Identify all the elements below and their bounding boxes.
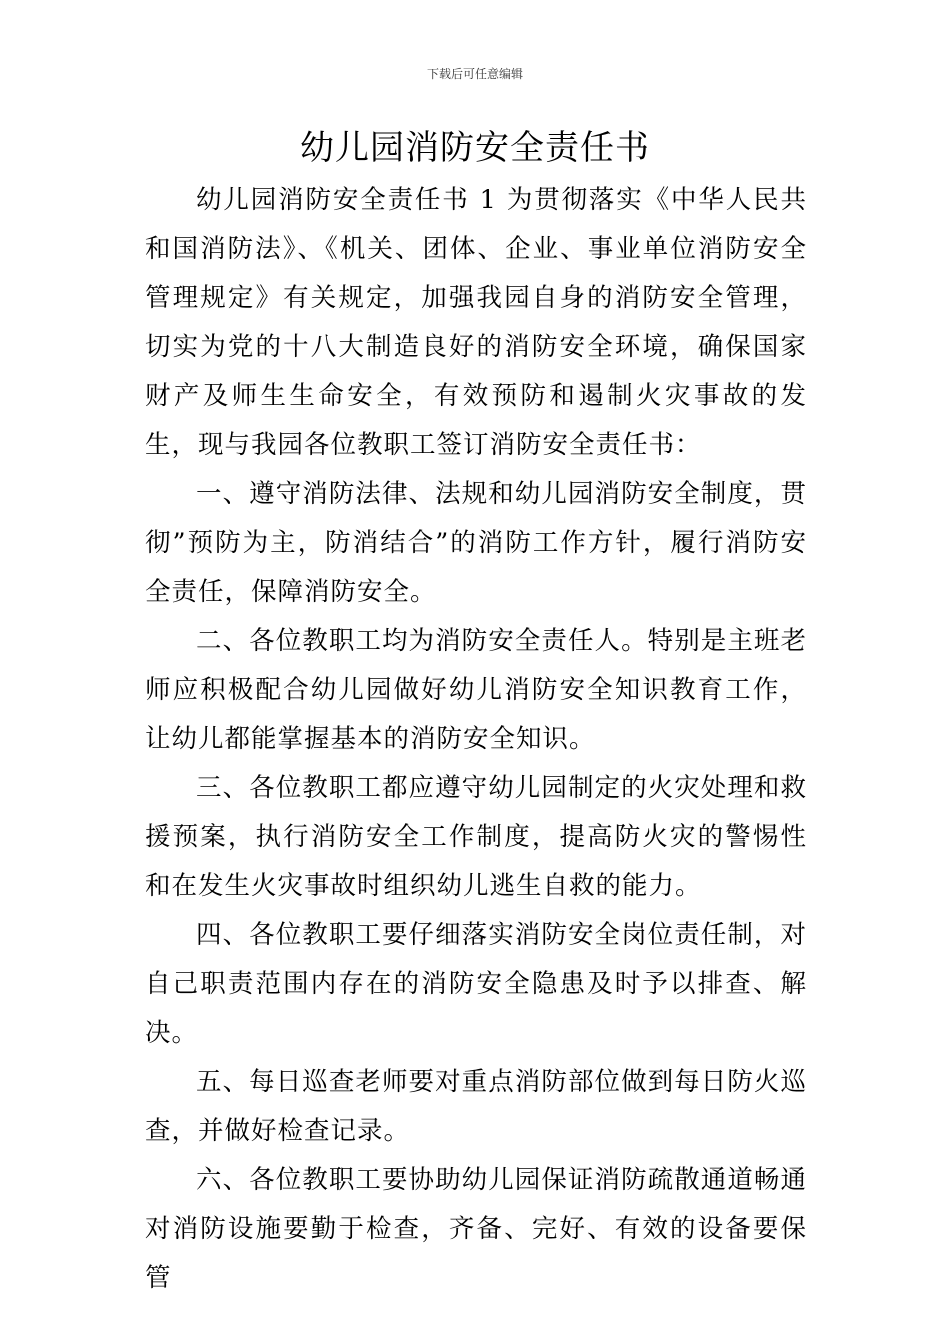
paragraph-item-1: 一、遵守消防法律、法规和幼儿园消防安全制度，贯彻”预防为主，防消结合”的消防工作方针，履行消防安全责任，保障消防安全。 [145,479,807,607]
document-body [145,176,807,1303]
paragraph-item-6: 六、各位教职工要协助幼儿园保证消防疏散通道畅通对消防设施要勤于检查，齐备、完好、有效的设备要保管 [145,1165,807,1293]
header-note: 下载后可任意编辑 [426,67,523,81]
paragraph-intro: 幼儿园消防安全责任书 1 为贯彻落实《中华人民共和国消防法》、《机关、团体、企业、事业单位消防安全管理规定》有关规定，加强我园自身的消防安全管理，切实为党的十八大制造良好的消防安全环境，确保国家财产及师生生命安全，有效预防和遏制火灾事故的发生，现与我园各位教职工签订消防安全责任书： [145,185,807,460]
paragraph-item-3: 三、各位教职工都应遵守幼儿园制定的火灾处理和救援预案，执行消防安全工作制度，提高防火灾的警惕性和在发生火灾事故时组织幼儿逃生自救的能力。 [145,773,807,901]
paragraph-item-5: 五、每日巡查老师要对重点消防部位做到每日防火巡查，并做好检查记录。 [145,1067,807,1146]
paragraph-item-2: 二、各位教职工均为消防安全责任人。特别是主班老师应积极配合幼儿园做好幼儿消防安全知识教育工作，让幼儿都能掌握基本的消防安全知识。 [145,626,807,754]
document-title: 幼儿园消防安全责任书 [300,128,650,168]
paragraph-item-4: 四、各位教职工要仔细落实消防安全岗位责任制，对自己职责范围内存在的消防安全隐患及时予以排查、解决。 [145,920,807,1048]
